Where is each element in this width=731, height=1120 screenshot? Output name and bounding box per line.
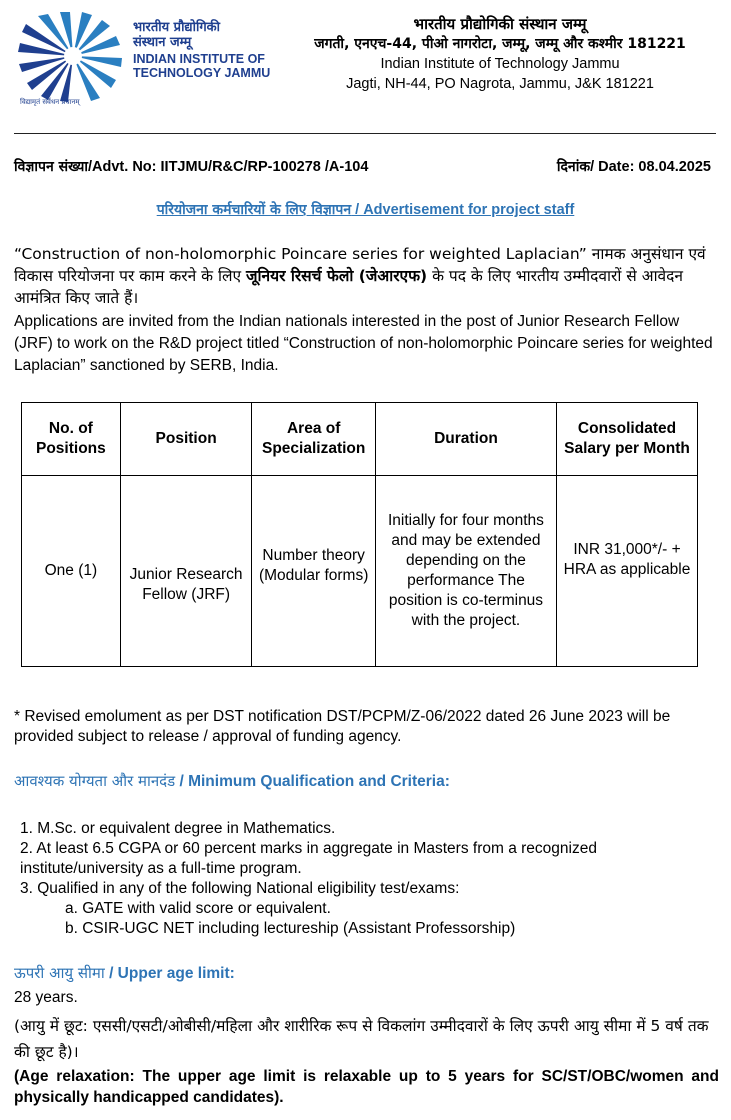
logo-name-hindi-2: संस्थान जम्मू <box>133 35 192 50</box>
intro-hindi-part1: “Construction of non-holomorphic Poincare series for weighted Laplacian” नामक अनुसंधान एवं विकास परियोजना पर काम करने के लिए <box>14 245 706 285</box>
age-heading <box>14 963 235 983</box>
header-salary: Consolidated Salary per Month <box>557 403 698 476</box>
letterhead-address-hindi: जगती, एनएच-44, पीओ नागरोटा, जम्मू, जम्मू और कश्मीर 181221 <box>314 36 686 52</box>
header-position: Position <box>120 403 252 476</box>
title-hindi: परियोजना कर्मचारियों के लिए विज्ञापन <box>156 202 352 218</box>
table-row <box>22 476 698 667</box>
list-item: 3. Qualified in any of the following National eligibility test/exams: <box>20 880 460 897</box>
header-no-of-positions: No. of Positions <box>22 403 121 476</box>
letterhead <box>280 14 720 94</box>
intro-hindi <box>14 243 719 309</box>
logo-name-hindi-1: भारतीय प्रौद्योगिकी <box>133 20 221 35</box>
age-limit-value: 28 years. <box>14 989 78 1006</box>
qualification-list <box>20 819 720 939</box>
letterhead-name-english: Indian Institute of Technology Jammu <box>380 56 620 72</box>
qualification-heading-english: / Minimum Qualification and Criteria: <box>175 773 450 790</box>
list-item: 1. M.Sc. or equivalent degree in Mathematics. <box>20 820 336 837</box>
date-label-hindi: दिनांक <box>556 159 591 175</box>
positions-table <box>21 402 698 667</box>
list-item: 2. At least 6.5 CGPA or 60 percent marks in aggregate in Masters from a recognized institute/university as a full-time program. <box>20 840 597 877</box>
advt-number <box>14 157 368 176</box>
header-duration: Duration <box>375 403 556 476</box>
advt-label-hindi: विज्ञापन संख्या <box>14 159 89 175</box>
age-relaxation-hindi: (आयु में छूट: एससी/एसटी/ओबीसी/महिला और शारीरिक रूप से विकलांग उम्मीदवारों के लिए ऊपरी आयु सीमा में 5 वर्ष तक की छूट है)। <box>14 1017 709 1061</box>
age-heading-hindi: ऊपरी आयु सीमा <box>14 964 105 982</box>
table-header-row <box>22 403 698 476</box>
cell-salary: INR 31,000*/- + HRA as applicable <box>557 476 698 667</box>
advt-label-english: /Advt. No: IITJMU/R&C/RP-100278 /A-104 <box>88 159 369 175</box>
logo-name-english-1: INDIAN INSTITUTE OF <box>133 52 265 66</box>
cell-area: Number theory (Modular forms) <box>252 476 375 667</box>
institute-logo <box>18 12 128 110</box>
letterhead-name-hindi: भारतीय प्रौद्योगिकी संस्थान जम्मू <box>413 15 587 33</box>
page-title <box>0 200 731 219</box>
advt-date <box>557 157 711 176</box>
intro-english: Applications are invited from the Indian nationals interested in the post of Junior Research Fellow (JRF) to work on the R&D project titled “Construction of non-holomorphic Poincare series for weighted Laplacian” sanctioned by SERB, India. <box>14 313 713 374</box>
list-sub-item: b. CSIR-UGC NET including lectureship (Assistant Professorship) <box>65 920 516 937</box>
cell-no-of-positions: One (1) <box>22 476 121 667</box>
list-sub-item: a. GATE with valid score or equivalent. <box>65 900 331 917</box>
letterhead-address-english: Jagti, NH-44, PO Nagrota, Jammu, J&K 181221 <box>346 76 654 92</box>
institute-motto: विद्यामृतं सर्वधन प्रधानम् <box>20 98 80 106</box>
intro-hindi-part2: के पद के लिए भारतीय उम्मीदवारों से आवेदन आमंत्रित किए जाते हैं। <box>14 267 683 307</box>
age-heading-english: / Upper age limit: <box>104 965 235 982</box>
emolument-note: * Revised emolument as per DST notification DST/PCPM/Z-06/2022 dated 26 June 2023 will be provided subject to release / approval of funding agency. <box>14 708 671 745</box>
logo-wordmark <box>133 20 283 80</box>
cell-position: Junior Research Fellow (JRF) <box>120 476 252 667</box>
logo-star-icon <box>18 12 128 102</box>
intro-hindi-bold: जूनियर रिसर्च फेलो (जेआरएफ) <box>245 267 428 285</box>
qualification-heading-hindi: आवश्यक योग्यता और मानदंड <box>14 772 176 790</box>
cell-duration: Initially for four months and may be extended depending on the performance The position is co-terminus with the project. <box>375 476 556 667</box>
title-english: / Advertisement for project staff <box>351 202 575 218</box>
age-relaxation-english: (Age relaxation: The upper age limit is relaxable up to 5 years for SC/ST/OBC/women and physically handicapped candidates). <box>14 1068 719 1106</box>
logo-name-english-2: TECHNOLOGY JAMMU <box>133 66 271 80</box>
header-divider <box>14 133 716 134</box>
date-value: / Date: 08.04.2025 <box>590 159 711 175</box>
header-area-of-specialization: Area of Specialization <box>252 403 375 476</box>
qualification-heading <box>14 771 450 791</box>
